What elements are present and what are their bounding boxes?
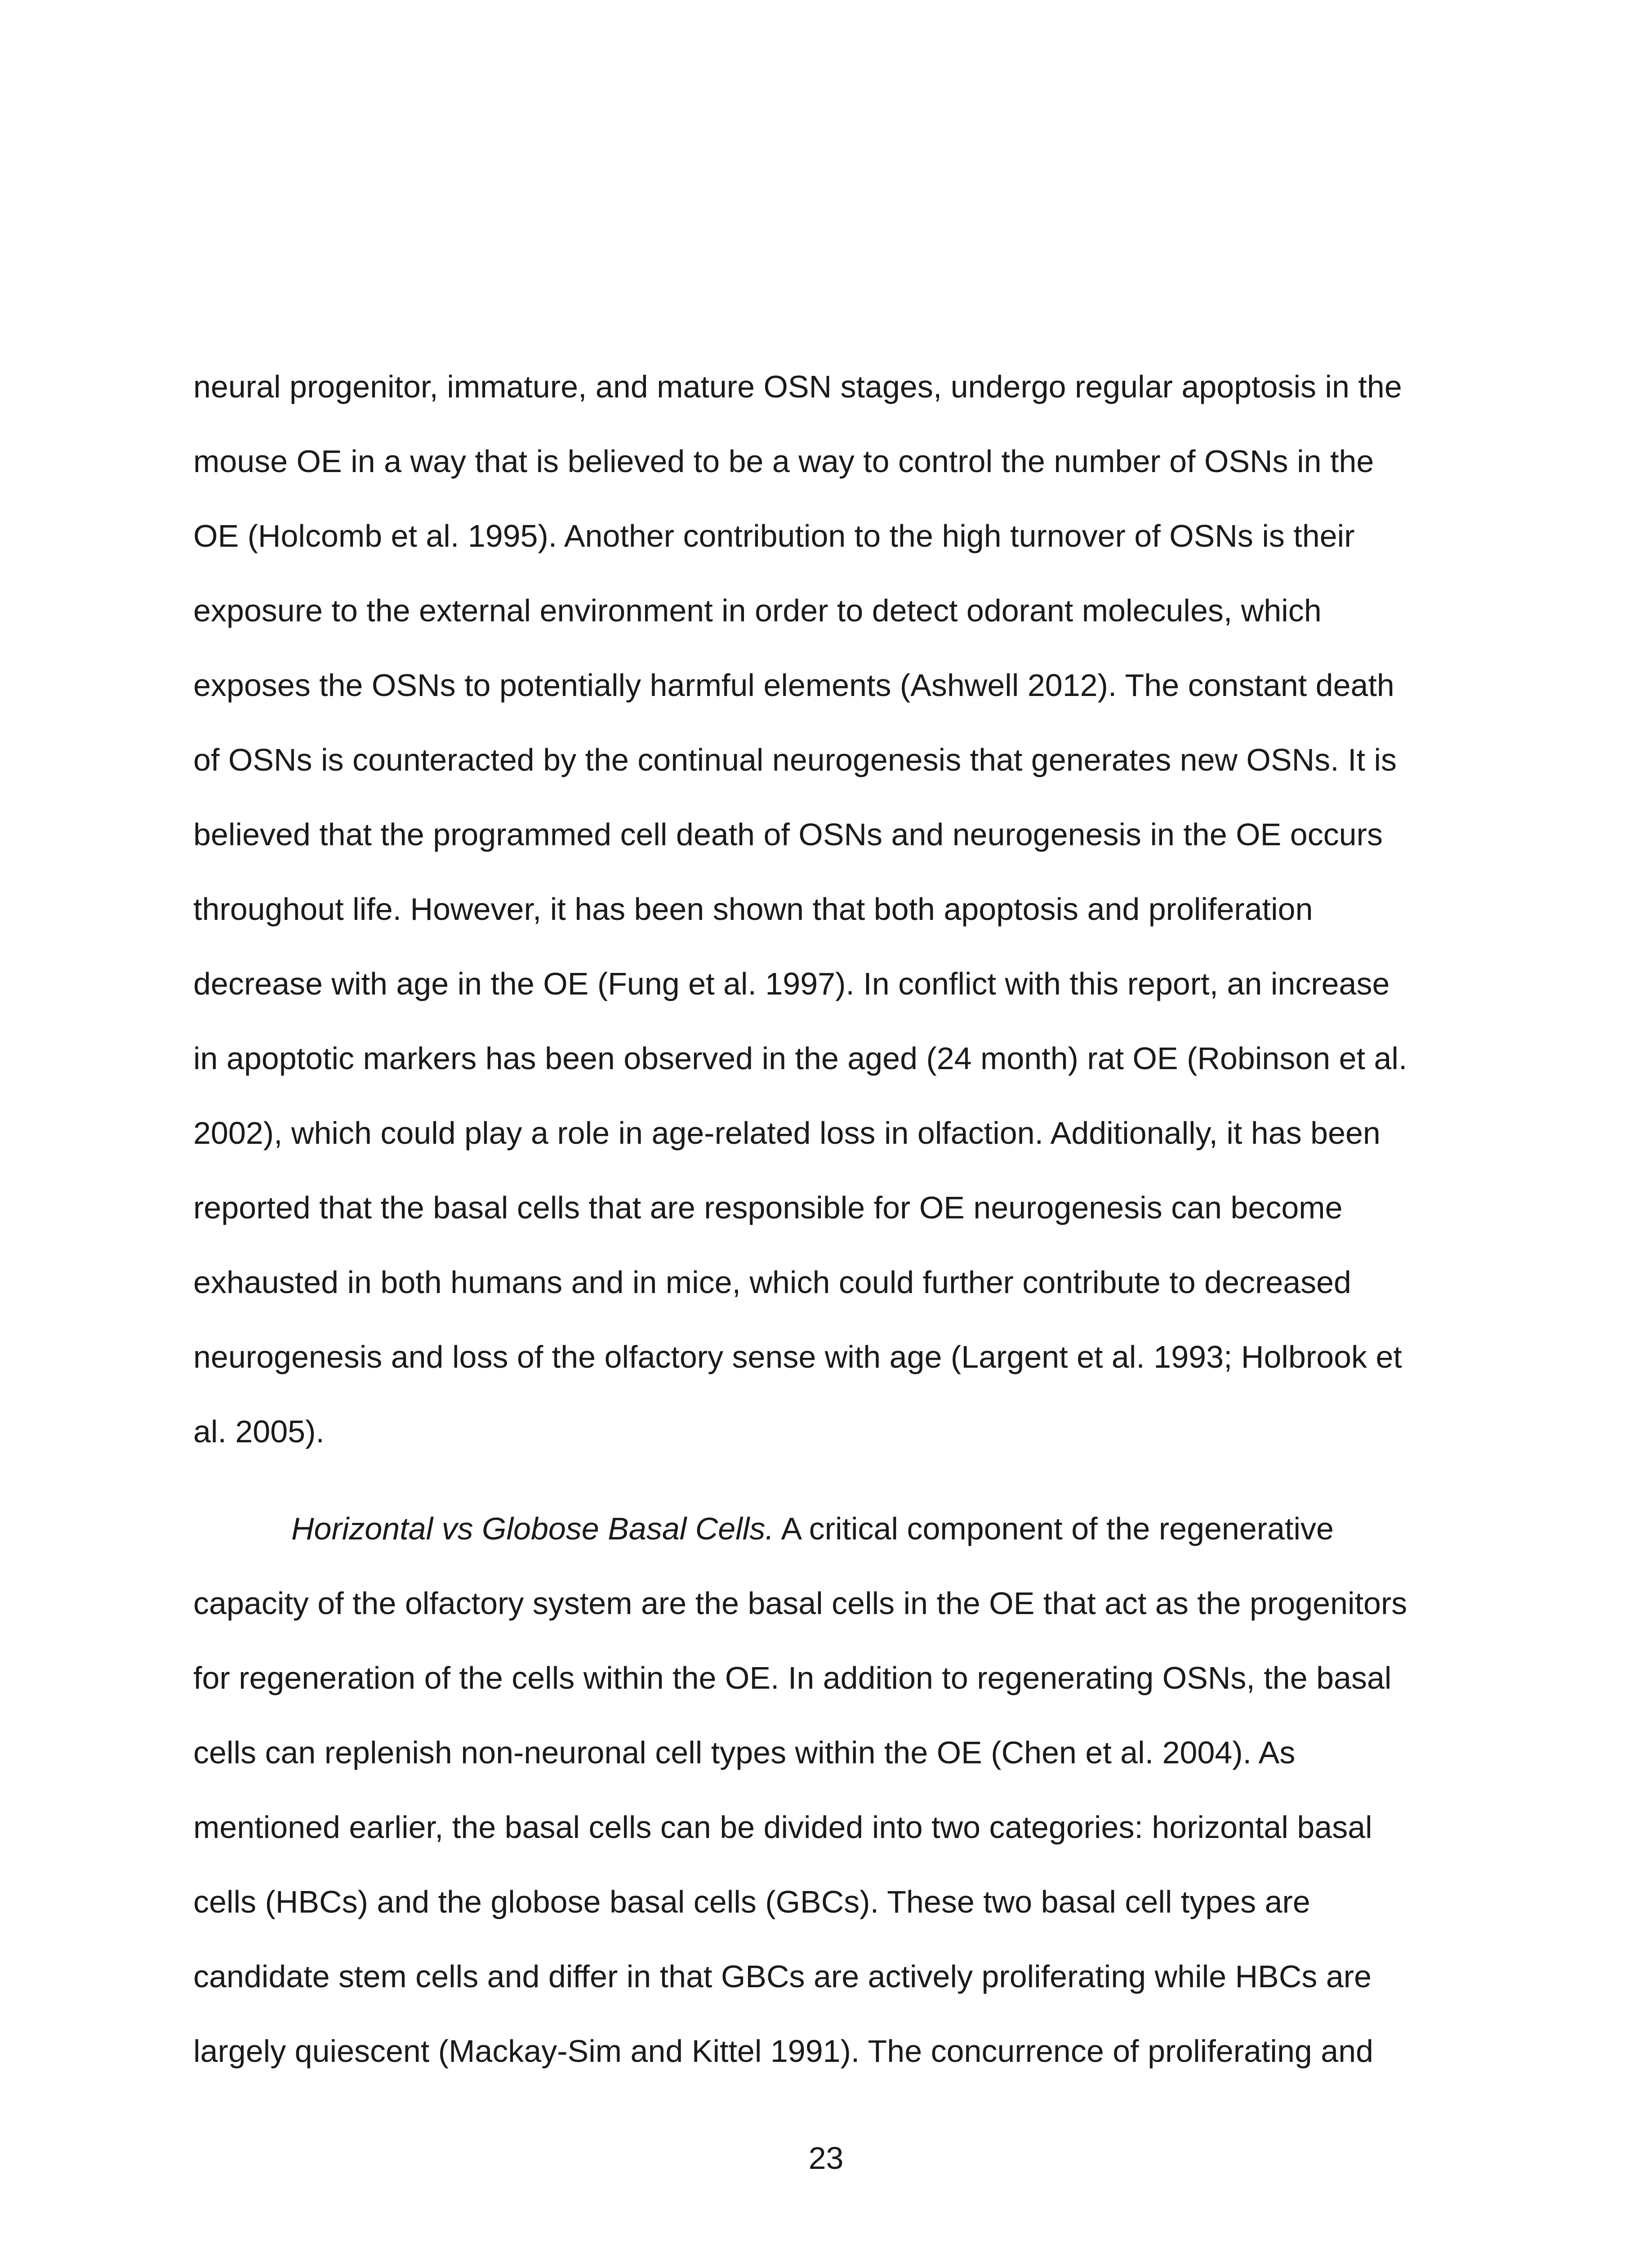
paragraph-line: neural progenitor, immature, and mature OSN stages, undergo regular apoptosis in the xyxy=(193,369,1402,404)
paragraph-line: for regeneration of the cells within the OE. In addition to regenerating OSNs, the basal xyxy=(193,1660,1392,1695)
paragraph-first-line xyxy=(291,1511,1334,1547)
paragraph-line: cells can replenish non-neuronal cell types within the OE (Chen et al. 2004). As xyxy=(193,1735,1296,1770)
paragraph-line: 2002), which could play a role in age-related loss in olfaction. Additionally, it has been xyxy=(193,1115,1380,1151)
paragraph-line: capacity of the olfactory system are the basal cells in the OE that act as the progenitors xyxy=(193,1586,1407,1621)
paragraph-line: neurogenesis and loss of the olfactory sense with age (Largent et al. 1993; Holbrook et xyxy=(193,1339,1402,1374)
paragraph-line: exposes the OSNs to potentially harmful elements (Ashwell 2012). The constant death xyxy=(193,668,1394,703)
paragraph-line: decrease with age in the OE (Fung et al. 1997). In conflict with this report, an increase xyxy=(193,966,1390,1001)
paragraph-line: candidate stem cells and differ in that GBCs are actively proliferating while HBCs are xyxy=(193,1959,1372,1994)
paragraph-line: in apoptotic markers has been observed in the aged (24 month) rat OE (Robinson et al. xyxy=(193,1041,1407,1076)
paragraph-line: al. 2005). xyxy=(193,1414,325,1449)
paragraph-line: OE (Holcomb et al. 1995). Another contribution to the high turnover of OSNs is their xyxy=(193,518,1355,553)
paragraph-line: throughout life. However, it has been shown that both apoptosis and proliferation xyxy=(193,892,1313,927)
paragraph-line-text: A critical component of the regenerative xyxy=(774,1511,1334,1546)
section-heading: Horizontal vs Globose Basal Cells. xyxy=(291,1511,774,1546)
paragraph-line: reported that the basal cells that are responsible for OE neurogenesis can become xyxy=(193,1190,1343,1225)
page-number: 23 xyxy=(808,2141,844,2176)
paragraph-line: of OSNs is counteracted by the continual neurogenesis that generates new OSNs. It is xyxy=(193,742,1397,777)
paragraph-line: largely quiescent (Mackay-Sim and Kittel 1991). The concurrence of proliferating and xyxy=(193,2034,1374,2069)
paragraph-line: exposure to the external environment in order to detect odorant molecules, which xyxy=(193,593,1322,628)
paragraph-line: cells (HBCs) and the globose basal cells (GBCs). These two basal cell types are xyxy=(193,1884,1310,1919)
paragraph-line: mouse OE in a way that is believed to be a way to control the number of OSNs in the xyxy=(193,444,1374,479)
paragraph-line: mentioned earlier, the basal cells can be divided into two categories: horizontal basal xyxy=(193,1810,1372,1845)
paragraph-line: exhausted in both humans and in mice, which could further contribute to decreased xyxy=(193,1265,1351,1300)
paragraph-line: believed that the programmed cell death of OSNs and neurogenesis in the OE occurs xyxy=(193,817,1383,852)
